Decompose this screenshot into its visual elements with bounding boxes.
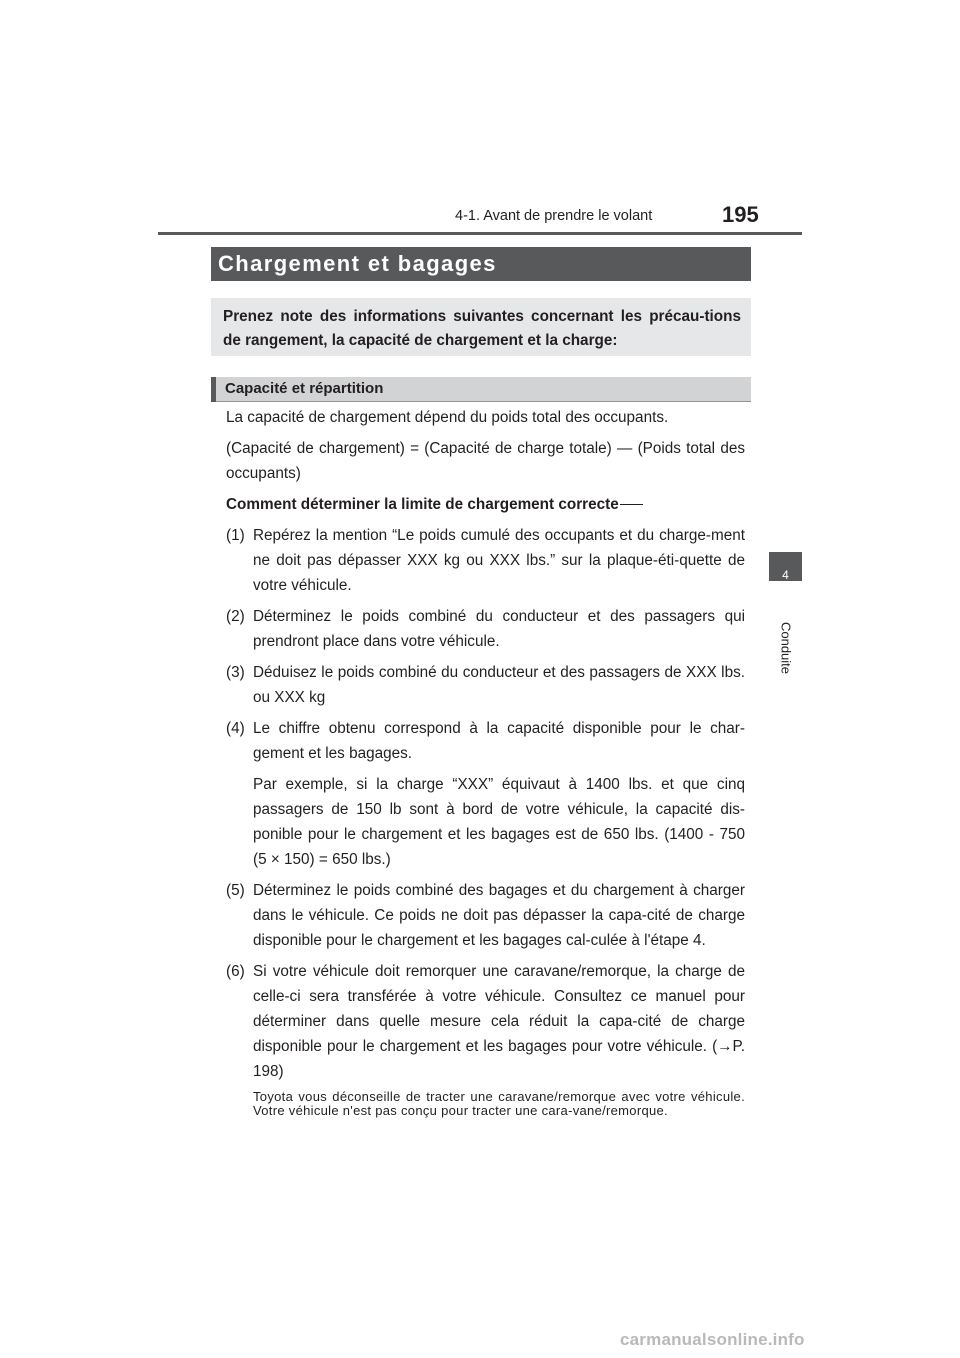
list-item-number: (4) <box>226 720 245 737</box>
section-title-bar <box>211 247 751 281</box>
page-number: 195 <box>722 202 759 227</box>
list-item <box>226 716 745 766</box>
example-paragraph: Par exemple, si la charge “XXX” équivaut à 1400 lbs. et que cinq passagers de 150 lb sont à bord de votre véhicule, la capacité dis-ponible pour le chargement et les bagages est de 650 lbs. (1400 - 750 (5 × 150) = 650 lbs.) <box>253 776 745 868</box>
list-item <box>226 523 745 598</box>
list-item-text: Si votre véhicule doit remorquer une caravane/remorque, la charge de celle-ci sera transférée à votre véhicule. Consultez ce manuel pour déterminer dans quelle mesure cela réduit la capa-cité de charge disponible pour le chargement et les bagages pour votre véhicule. (→P. 198) <box>253 963 745 1080</box>
list-item <box>226 959 745 1084</box>
list-item-text: Le chiffre obtenu correspond à la capacité disponible pour le char-gement et les bagages. <box>253 720 745 762</box>
list-item-number: (3) <box>226 664 245 681</box>
list-item-text: Déterminez le poids combiné des bagages et du chargement à charger dans le véhicule. Ce poids ne doit pas dépasser la capa-cité de charge disponible pour le chargement et les bagages cal-culée à l'étape 4. <box>253 882 745 949</box>
intro-text: Prenez note des informations suivantes concernant les précau-tions de rangement, la capacité de chargement et la charge: <box>223 308 741 349</box>
subsection-title: Capacité et répartition <box>225 380 384 397</box>
note-text: Toyota vous déconseille de tracter une caravane/remorque avec votre véhicule. Votre véhicule n'est pas conçu pour tracter une cara-vane/remorque. <box>253 1089 745 1118</box>
list-item <box>226 878 745 953</box>
intro-box <box>211 298 751 356</box>
body-content <box>226 405 745 1118</box>
list-item-text: Repérez la mention “Le poids cumulé des occupants et du charge-ment ne doit pas dépasser XXX kg ou XXX lbs.” sur la plaque-éti-quette de votre véhicule. <box>253 527 745 594</box>
chapter-number: 4 <box>782 568 789 582</box>
chapter-label: Conduite <box>778 621 794 675</box>
paragraph: La capacité de chargement dépend du poids total des occupants. <box>226 409 669 426</box>
procedure-heading <box>226 492 745 517</box>
list-item <box>226 660 745 710</box>
section-title: 4-1. Avant de prendre le volant <box>455 208 653 224</box>
list-item-text: Déterminez le poids combiné du conducteur et des passagers qui prendront place dans votre véhicule. <box>253 608 745 650</box>
page-title: Chargement et bagages <box>218 251 497 276</box>
formula-paragraph: (Capacité de chargement) = (Capacité de charge totale) — (Poids total des occupants) <box>226 440 745 482</box>
list-item-number: (1) <box>226 527 245 544</box>
header-divider <box>158 232 802 235</box>
watermark-link[interactable]: carmanualsonline.info <box>620 1330 805 1349</box>
list-item-number: (2) <box>226 608 245 625</box>
procedure-heading-text: Comment déterminer la limite de chargement correcte <box>226 496 619 513</box>
subsection-bar <box>211 377 751 402</box>
list-item-text: Déduisez le poids combiné du conducteur et des passagers de XXX lbs. ou XXX kg <box>253 664 745 706</box>
list-item-number: (5) <box>226 882 245 899</box>
subsection-accent <box>211 377 216 402</box>
list-item <box>226 604 745 654</box>
dash-rule <box>620 504 643 505</box>
list-item-number: (6) <box>226 963 245 980</box>
